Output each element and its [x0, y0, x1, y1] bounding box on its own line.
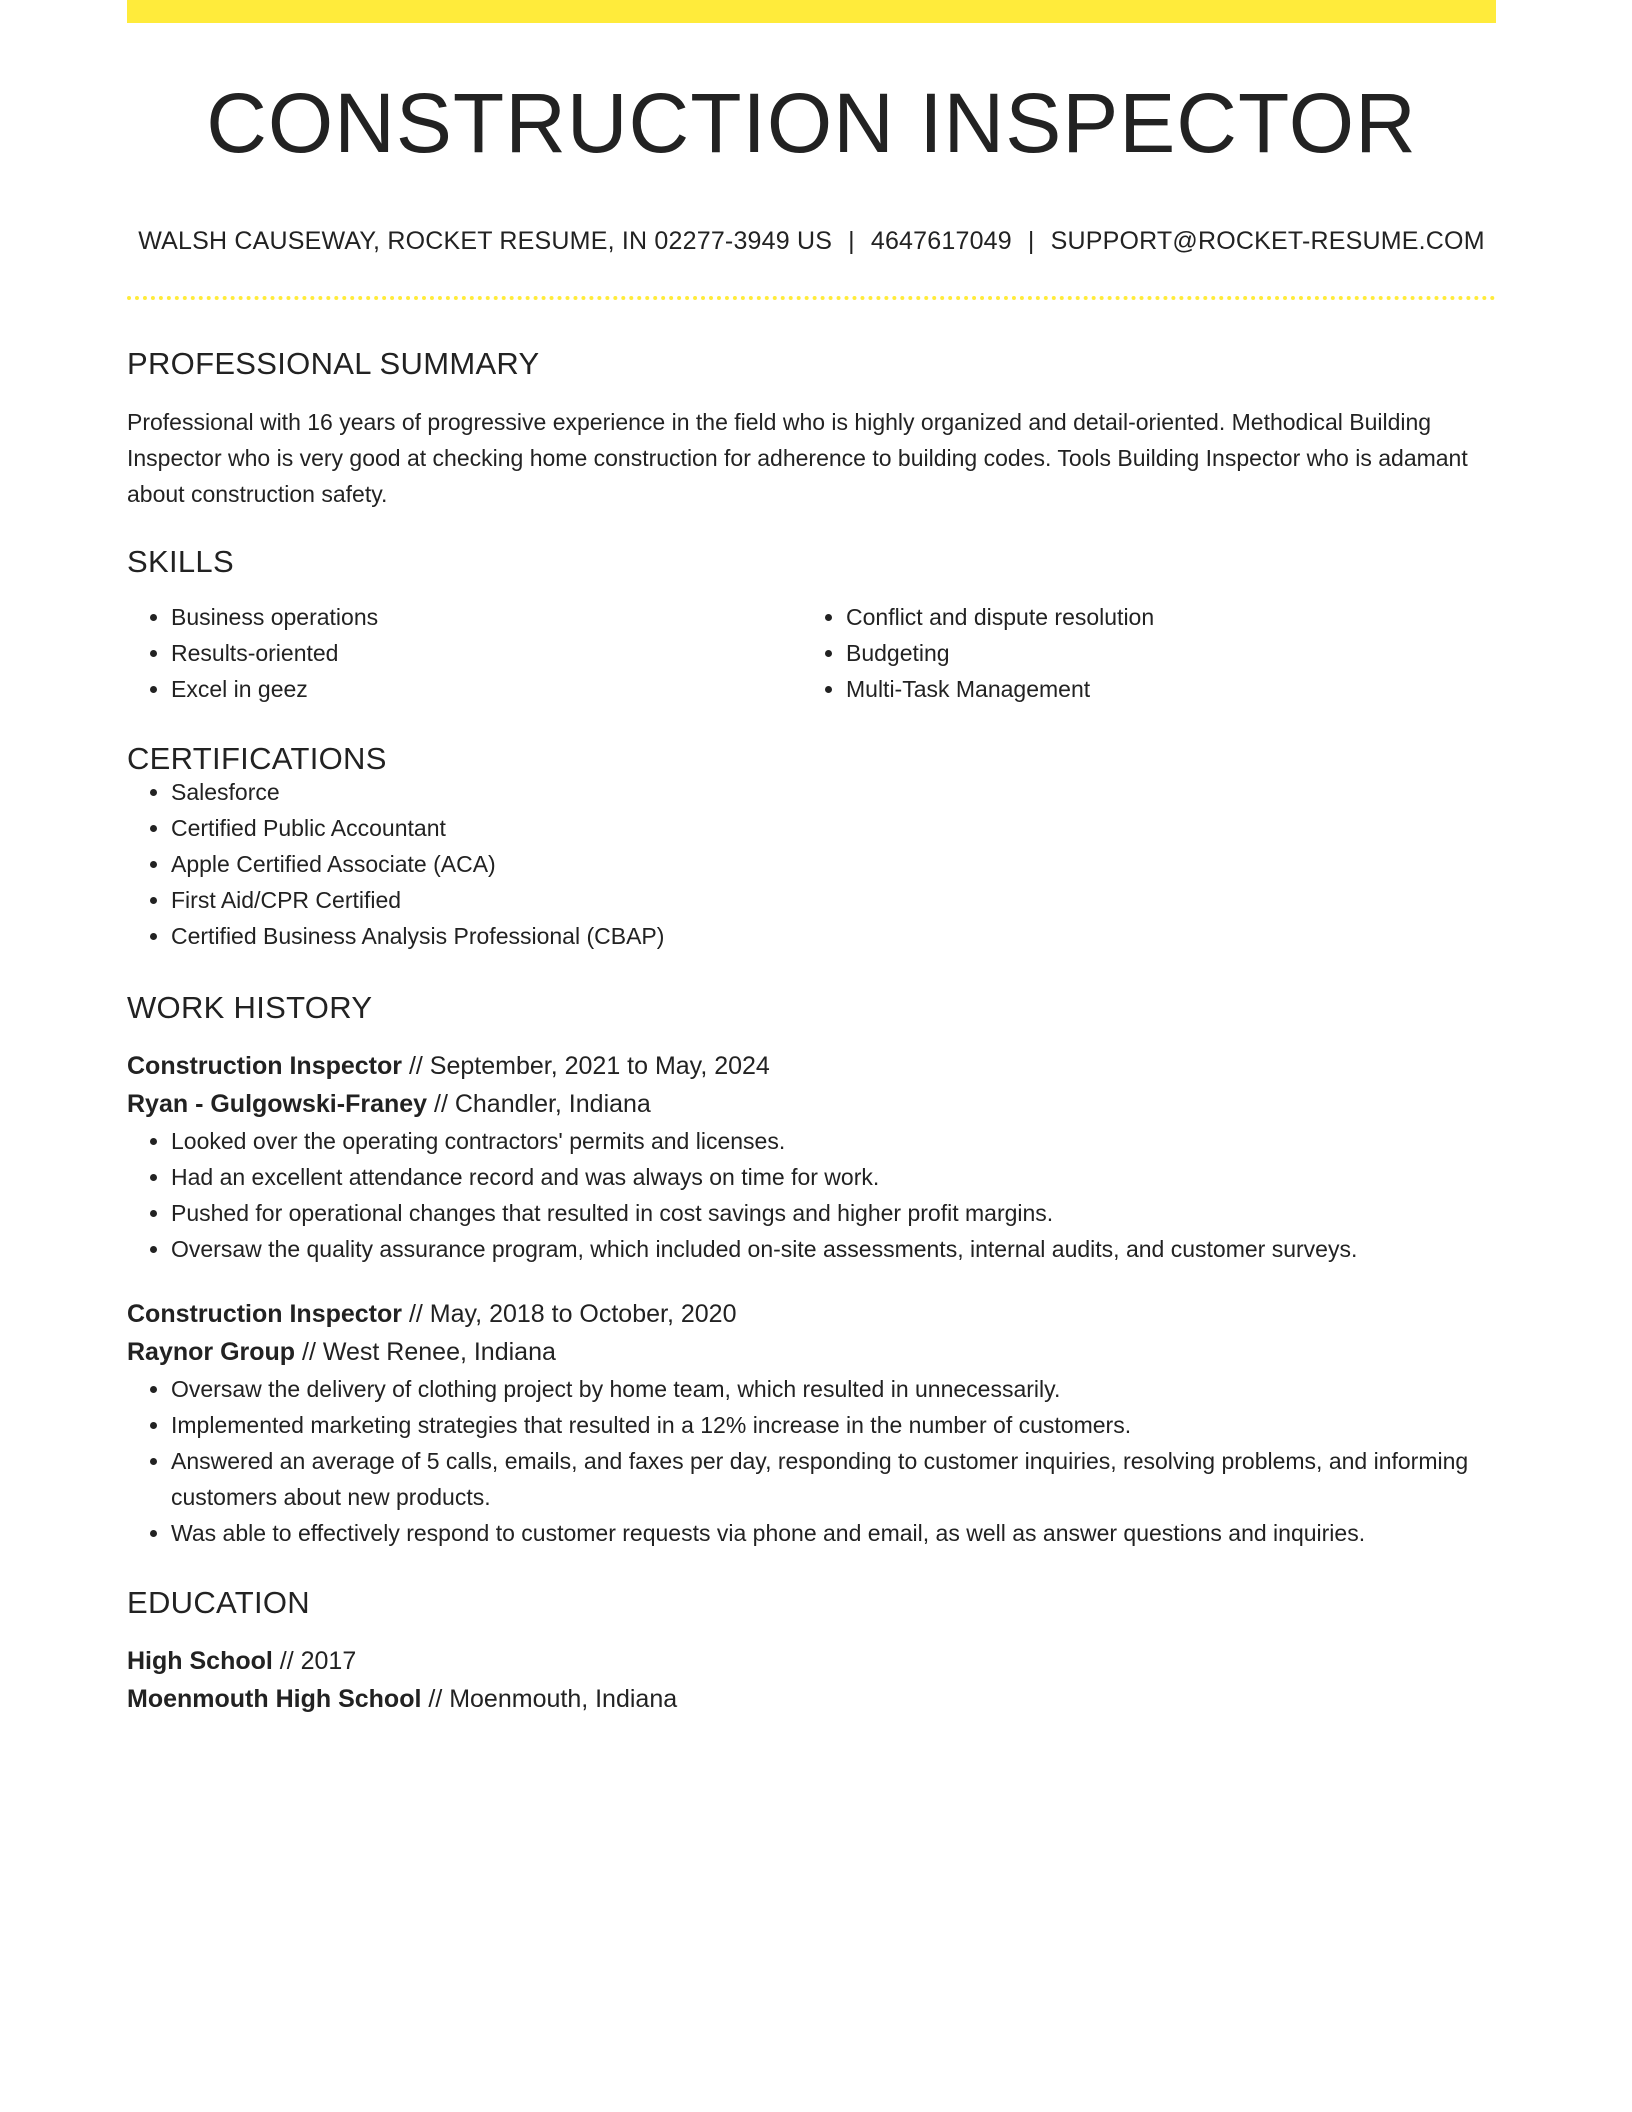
education-entry: [127, 1642, 1496, 1718]
contact-separator: |: [848, 227, 855, 255]
job-bullet: • Pushed for operational changes that resulted in cost savings and higher profit margins.: [171, 1195, 1496, 1231]
education-location: // Moenmouth, Indiana: [421, 1685, 678, 1713]
job-bullet: • Answered an average of 5 calls, emails, and faxes per day, responding to customer inquiries, resolving problems, and informing customers about new products.: [171, 1443, 1496, 1515]
certifications-heading: CERTIFICATIONS: [127, 741, 387, 776]
job-location: // West Renee, Indiana: [295, 1338, 556, 1366]
job-role-line: [127, 1047, 1496, 1085]
certification-item: • Certified Public Accountant: [171, 810, 1496, 846]
contact-line: [127, 227, 1496, 256]
education-degree: High School: [127, 1647, 273, 1675]
job-role-line: [127, 1295, 1496, 1333]
dotted-divider: [127, 296, 1496, 300]
certification-item: • Apple Certified Associate (ACA): [171, 846, 1496, 882]
education-school: Moenmouth High School: [127, 1685, 422, 1713]
skill-item: • Business operations: [171, 599, 802, 635]
education-degree-line: [127, 1642, 1496, 1680]
job-company: Ryan - Gulgowski-Franey: [127, 1090, 428, 1118]
skill-item: • Budgeting: [846, 635, 1477, 671]
resume-title: CONSTRUCTION INSPECTOR: [206, 76, 1417, 170]
job-company: Raynor Group: [127, 1338, 296, 1366]
job-bullet: • Implemented marketing strategies that resulted in a 12% increase in the number of customers.: [171, 1407, 1496, 1443]
skills-column-right: [802, 599, 1477, 707]
summary-heading: PROFESSIONAL SUMMARY: [127, 346, 540, 381]
skills-grid: [127, 599, 1496, 707]
job-role: Construction Inspector: [127, 1300, 403, 1328]
skills-list-right: [802, 599, 1477, 707]
job-company-line: [127, 1085, 1496, 1123]
job-entry: [127, 1295, 1496, 1551]
summary-text: Professional with 16 years of progressive experience in the field who is highly organized and detail-oriented. Methodical Building Inspector who is very good at checking home construction for adherence to building codes. Tools Building Inspector who is adamant about construction safety.: [127, 409, 1468, 507]
job-bullet: • Looked over the operating contractors' permits and licenses.: [171, 1123, 1496, 1159]
contact-address: WALSH CAUSEWAY, ROCKET RESUME, IN 02277-3949 US: [138, 227, 833, 255]
certification-item: • Certified Business Analysis Professional (CBAP): [171, 918, 1496, 954]
resume-page: [127, 0, 1496, 1718]
certification-item: • First Aid/CPR Certified: [171, 882, 1496, 918]
work-history-heading: WORK HISTORY: [127, 990, 373, 1025]
contact-phone: 4647617049: [870, 227, 1012, 255]
skills-column-left: [127, 599, 802, 707]
job-bullet: • Was able to effectively respond to customer requests via phone and email, as well as answer questions and inquiries.: [171, 1515, 1496, 1551]
job-role: Construction Inspector: [127, 1052, 403, 1080]
education-school-line: [127, 1680, 1496, 1718]
contact-separator: |: [1027, 227, 1035, 255]
job-bullet: • Had an excellent attendance record and was always on time for work.: [171, 1159, 1496, 1195]
skills-heading: SKILLS: [127, 544, 234, 579]
certifications-list: [127, 774, 1496, 954]
skill-item: • Results-oriented: [171, 635, 802, 671]
job-bullets: [127, 1123, 1496, 1267]
job-bullets: [127, 1371, 1496, 1551]
education-year: // 2017: [272, 1647, 357, 1675]
job-bullet: • Oversaw the quality assurance program, which included on-site assessments, internal audits, and customer surveys.: [171, 1231, 1496, 1267]
job-company-line: [127, 1333, 1496, 1371]
job-dates: // September, 2021 to May, 2024: [402, 1052, 770, 1080]
skill-item: • Conflict and dispute resolution: [846, 599, 1477, 635]
skill-item: • Multi-Task Management: [846, 671, 1477, 707]
top-accent-bar: [127, 0, 1496, 23]
education-heading: EDUCATION: [127, 1585, 310, 1620]
skills-list-left: [127, 599, 802, 707]
job-entry: [127, 1047, 1496, 1267]
job-bullet: • Oversaw the delivery of clothing project by home team, which resulted in unnecessarily.: [171, 1371, 1496, 1407]
contact-email: SUPPORT@ROCKET-RESUME.COM: [1050, 227, 1485, 255]
job-location: // Chandler, Indiana: [427, 1090, 651, 1118]
job-dates: // May, 2018 to October, 2020: [402, 1300, 737, 1328]
certification-item: • Salesforce: [171, 774, 1496, 810]
skill-item: • Excel in geez: [171, 671, 802, 707]
